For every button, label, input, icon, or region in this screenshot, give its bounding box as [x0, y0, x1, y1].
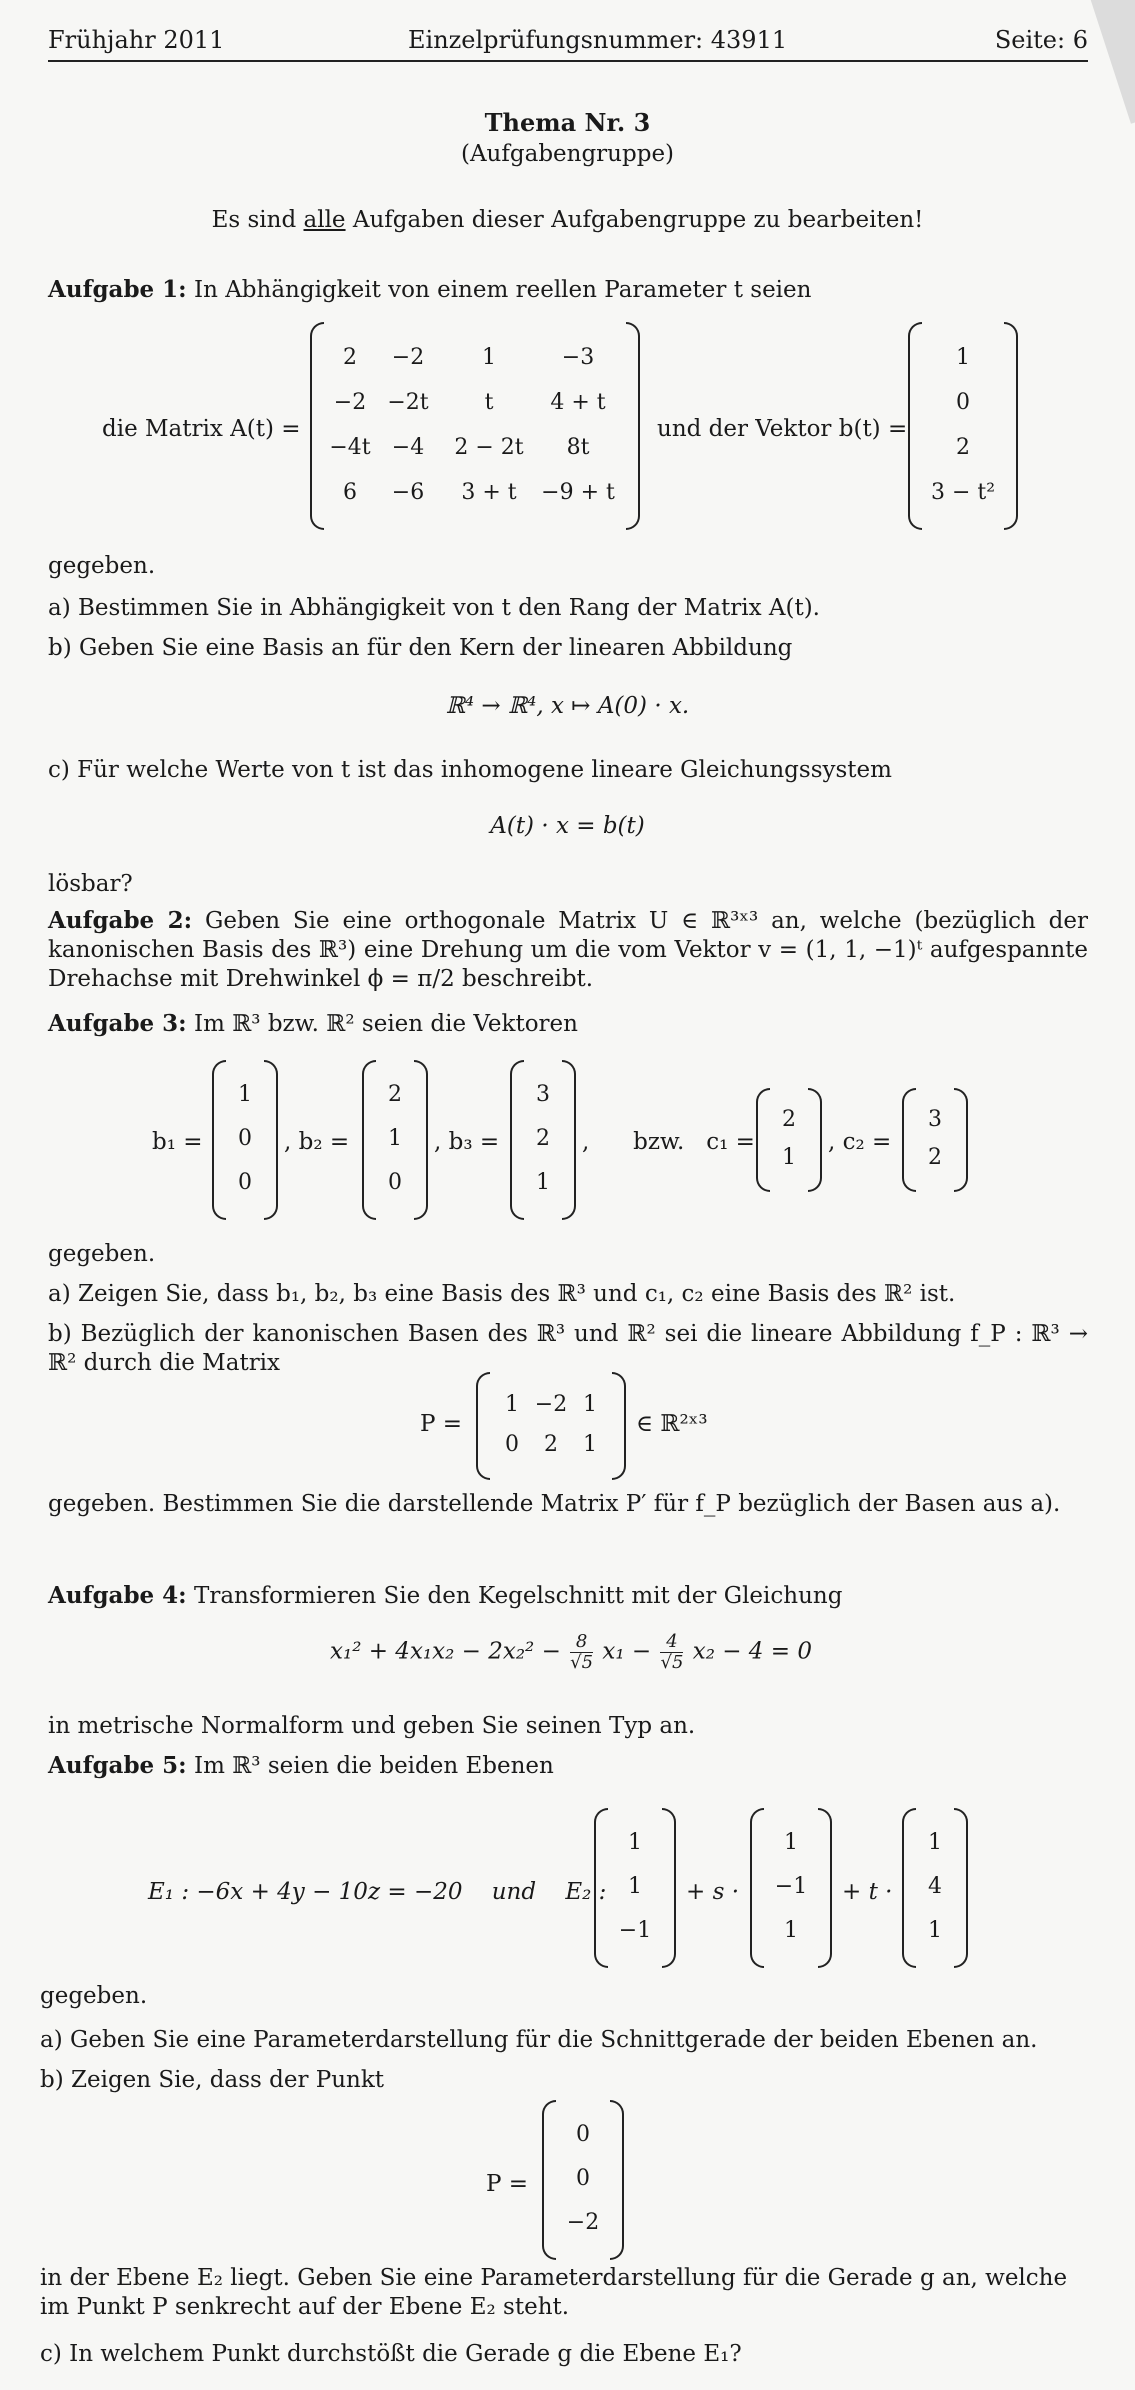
matrix-cell: −4t	[329, 434, 371, 460]
a1-part-b: b) Geben Sie eine Basis an für den Kern der linearen Abbildung	[48, 635, 793, 661]
matrix-cell: 1	[482, 344, 496, 370]
point-p-lhs: P =	[486, 2171, 529, 2197]
a1-part-c: c) Für welche Werte von t ist das inhomogene lineare Gleichungssystem	[48, 757, 892, 783]
matrix-cell: 2	[343, 344, 357, 370]
a3-label: Aufgabe 3:	[48, 1010, 187, 1037]
matrix-cell: −1	[618, 1918, 652, 1943]
p-rhs: ∈ ℝ²ˣ³	[636, 1411, 708, 1437]
plane-e2-dir1	[750, 1808, 832, 1968]
a1-heading	[48, 276, 811, 305]
a3-part-b: b) Bezüglich der kanonischen Basen des ℝ³ und ℝ² sei die lineare Abbildung f_P : ℝ³ → ℝ² durch die Matrix	[48, 1321, 1088, 1376]
c2-lhs: , c₂ =	[828, 1129, 892, 1155]
matrix-cell: 1	[388, 1126, 402, 1151]
matrix-cell: 0	[576, 2122, 590, 2147]
instruction	[0, 206, 1135, 235]
matrix-cell: 4 + t	[550, 389, 606, 415]
a3-part-a: a) Zeigen Sie, dass b₁, b₂, b₃ eine Basis des ℝ³ und c₁, c₂ eine Basis des ℝ² ist.	[48, 1281, 956, 1307]
p-lhs: P =	[420, 1411, 463, 1437]
a5-part-a: a) Geben Sie eine Parameterdarstellung für die Schnittgerade der beiden Ebenen an.	[40, 2027, 1038, 2053]
a3-b-end: gegeben. Bestimmen Sie die darstellende Matrix P′ für f_P bezüglich der Basen aus a).	[48, 1491, 1061, 1517]
matrix-cell: 1	[784, 1918, 798, 1943]
a2-label: Aufgabe 2:	[48, 907, 193, 934]
plane-e2-support	[594, 1808, 676, 1968]
a2-text	[48, 906, 1088, 994]
instruction-post: Aufgaben dieser Aufgabengruppe zu bearbeiten!	[345, 207, 924, 233]
a5-part-b: b) Zeigen Sie, dass der Punkt	[40, 2067, 385, 2093]
a1-label: Aufgabe 1:	[48, 276, 187, 303]
a4-heading	[48, 1582, 842, 1611]
matrix-cell: 3	[536, 1082, 550, 1107]
a5-given: gegeben.	[40, 1983, 148, 2009]
a3-intro: Im ℝ³ bzw. ℝ² seien die Vektoren	[186, 1011, 578, 1037]
vector-c2	[902, 1088, 968, 1192]
matrix-cell: 1	[782, 1145, 796, 1170]
matrix-cell: 1	[628, 1830, 642, 1855]
matrix-cell: 1	[956, 344, 970, 370]
theme-subtitle: (Aufgabengruppe)	[460, 141, 675, 167]
a5-intro: Im ℝ³ seien die beiden Ebenen	[186, 1753, 554, 1779]
instruction-pre: Es sind	[211, 207, 304, 233]
plus-s: + s ·	[686, 1879, 740, 1905]
a1-intro: In Abhängigkeit von einem reellen Parameter t seien	[186, 277, 812, 303]
plane-e1: E₁ : −6x + 4y − 10z = −20 und E₂ :	[148, 1879, 607, 1905]
plus-t: + t ·	[842, 1879, 893, 1905]
matrix-cell: 1	[628, 1874, 642, 1899]
a1-system-formula: A(t) · x = b(t)	[490, 813, 645, 839]
b2-lhs: , b₂ =	[284, 1129, 350, 1155]
header-page: Seite: 6	[994, 26, 1088, 54]
vector-b2	[362, 1060, 428, 1220]
page-header	[48, 26, 1088, 62]
a1-given: gegeben.	[48, 553, 156, 579]
matrix-cell: 0	[388, 1170, 402, 1195]
a1-c-end: lösbar?	[48, 871, 133, 897]
matrix-cell: 1	[583, 1432, 597, 1457]
matrix-cell: −2	[333, 389, 367, 415]
matrix-cell: 3	[928, 1107, 942, 1132]
a2-body: Geben Sie eine orthogonale Matrix U ∈ ℝ³ˣ³ an, welche (bezüglich der kanonischen Basis des ℝ³) eine Drehung um die vom Vektor v = (1, 1, −1)ᵗ aufgespannte Drehachse mit Drehwinkel ϕ = π/2 beschreibt.	[48, 908, 1088, 992]
matrix-cell: 2	[782, 1107, 796, 1132]
header-exam-number: Einzelprüfungsnummer: 43911	[408, 26, 788, 54]
matrix-cell: 0	[576, 2166, 590, 2191]
matrix-cell: 2	[388, 1082, 402, 1107]
matrix-cell: −4	[391, 434, 425, 460]
vector-b1	[212, 1060, 278, 1220]
matrix-cell: 2	[536, 1126, 550, 1151]
frac-2: $\frac{4}{√5}$	[660, 1631, 684, 1673]
matrix-cell: 1	[505, 1392, 519, 1417]
vector-b3	[510, 1060, 576, 1220]
matrix-cell: −2	[391, 344, 425, 370]
matrix-A	[310, 322, 640, 530]
point-p-vector	[542, 2100, 624, 2260]
a5-label: Aufgabe 5:	[48, 1752, 187, 1779]
frac-1: $\frac{8}{√5}$	[570, 1631, 594, 1673]
page-corner-fold	[1082, 0, 1135, 124]
matrix-cell: 2	[544, 1432, 558, 1457]
matrix-cell: 1	[238, 1082, 252, 1107]
c1-lhs: , bzw. c₁ =	[582, 1129, 755, 1155]
matrix-cell: 1	[928, 1830, 942, 1855]
matrix-cell: 1	[784, 1830, 798, 1855]
plane-e2-dir2	[902, 1808, 968, 1968]
a1-map-formula: ℝ⁴ → ℝ⁴, x ↦ A(0) · x.	[445, 693, 690, 719]
matrix-cell: 1	[536, 1170, 550, 1195]
matrix-cell: −2	[566, 2210, 600, 2235]
instruction-emph: alle	[303, 207, 346, 233]
eq-part1: x₁² + 4x₁x₂ − 2x₂² −	[330, 1638, 561, 1665]
a5-b-end: in der Ebene E₂ liegt. Geben Sie eine Parameterdarstellung für die Gerade g an, welche im Punkt P senkrecht auf der Ebene E₂ steht.	[40, 2265, 1068, 2320]
a4-intro: Transformieren Sie den Kegelschnitt mit der Gleichung	[186, 1583, 843, 1609]
theme-title: Thema Nr. 3	[484, 108, 651, 137]
matrix-cell: t	[484, 389, 494, 415]
matrix-cell: 3 − t²	[930, 479, 996, 505]
b1-lhs: b₁ =	[152, 1129, 203, 1155]
matrix-cell: −3	[561, 344, 595, 370]
matrix-cell: −6	[391, 479, 425, 505]
a3-given: gegeben.	[48, 1241, 156, 1267]
matrix-cell: 4	[928, 1874, 942, 1899]
a1-matrix-lhs: die Matrix A(t) =	[102, 416, 301, 442]
conic-equation	[330, 1632, 812, 1673]
matrix-cell: 0	[505, 1432, 519, 1457]
matrix-cell: 8t	[566, 434, 590, 460]
matrix-cell: −1	[774, 1874, 808, 1899]
a1-part-a: a) Bestimmen Sie in Abhängigkeit von t den Rang der Matrix A(t).	[48, 595, 820, 621]
matrix-cell: 1	[583, 1392, 597, 1417]
matrix-P	[476, 1372, 626, 1480]
matrix-cell: 2 − 2t	[454, 434, 524, 460]
vector-c1	[756, 1088, 822, 1192]
matrix-cell: 0	[956, 389, 970, 415]
vector-b	[908, 322, 1018, 530]
matrix-cell: 2	[928, 1145, 942, 1170]
matrix-cell: 3 + t	[461, 479, 517, 505]
header-term: Frühjahr 2011	[48, 26, 225, 54]
matrix-cell: 0	[238, 1170, 252, 1195]
a4-label: Aufgabe 4:	[48, 1582, 187, 1609]
matrix-cell: 2	[956, 434, 970, 460]
matrix-cell: −2	[534, 1392, 568, 1417]
a5-heading	[48, 1752, 554, 1781]
matrix-cell: −9 + t	[541, 479, 615, 505]
matrix-cell: −2t	[387, 389, 429, 415]
a1-vector-lhs: und der Vektor b(t) =	[657, 416, 908, 442]
a5-part-c: c) In welchem Punkt durchstößt die Gerade g die Ebene E₁?	[40, 2341, 742, 2367]
a4-end: in metrische Normalform und geben Sie seinen Typ an.	[48, 1713, 696, 1739]
eq-part3: x₂ − 4 = 0	[692, 1638, 812, 1665]
matrix-cell: 6	[343, 479, 357, 505]
b3-lhs: , b₃ =	[434, 1129, 500, 1155]
matrix-cell: 1	[928, 1918, 942, 1943]
a3-heading	[48, 1010, 578, 1039]
eq-part2: x₁ −	[602, 1638, 652, 1665]
matrix-cell: 0	[238, 1126, 252, 1151]
